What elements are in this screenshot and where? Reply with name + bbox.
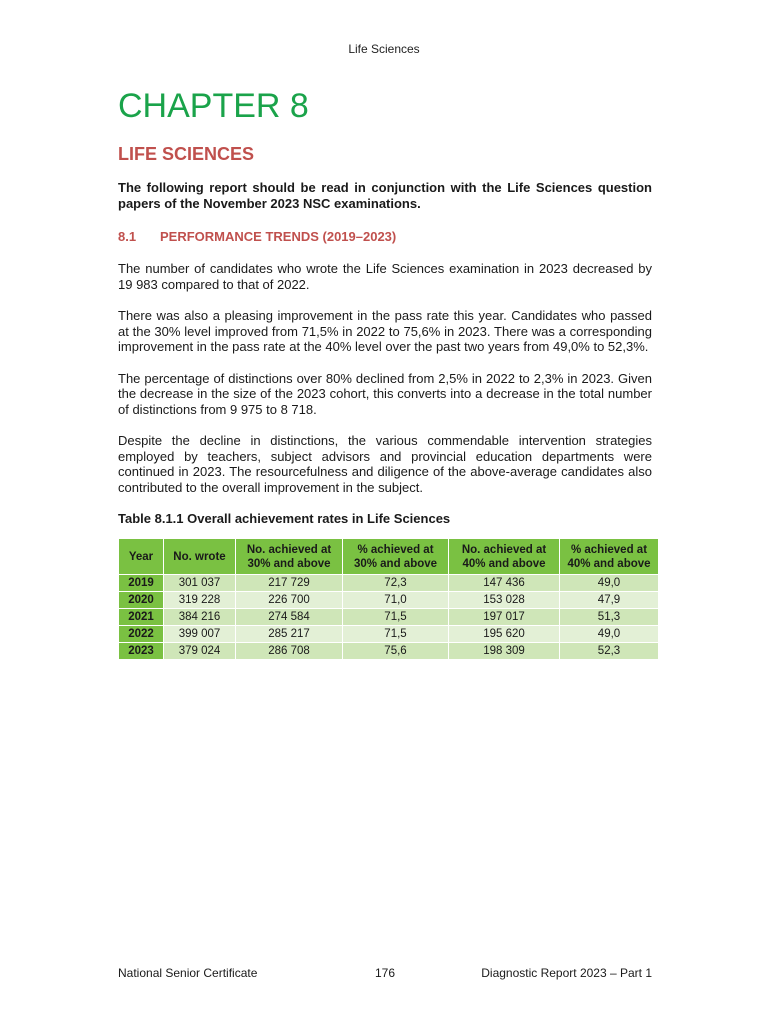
cell-year: 2019 xyxy=(119,575,164,592)
cell-no-achieved-30: 226 700 xyxy=(236,592,343,609)
cell-no-wrote: 379 024 xyxy=(164,643,236,660)
cell-pct-achieved-40: 49,0 xyxy=(560,626,659,643)
cell-no-achieved-40: 147 436 xyxy=(449,575,560,592)
table-row xyxy=(119,592,659,609)
table-caption: Table 8.1.1 Overall achievement rates in Life Sciences xyxy=(118,511,451,526)
cell-pct-achieved-30: 71,5 xyxy=(343,609,449,626)
section-number: 8.1 xyxy=(118,229,137,244)
table-row xyxy=(119,626,659,643)
cell-no-achieved-30: 285 217 xyxy=(236,626,343,643)
cell-year: 2020 xyxy=(119,592,164,609)
page-footer xyxy=(118,966,652,982)
cell-no-achieved-40: 153 028 xyxy=(449,592,560,609)
cell-pct-achieved-30: 72,3 xyxy=(343,575,449,592)
cell-no-achieved-30: 286 708 xyxy=(236,643,343,660)
cell-no-wrote: 384 216 xyxy=(164,609,236,626)
column-header-pct-achieved-40: % achieved at 40% and above xyxy=(560,539,659,575)
cell-no-achieved-30: 217 729 xyxy=(236,575,343,592)
cell-no-wrote: 319 228 xyxy=(164,592,236,609)
table-header-row xyxy=(119,539,659,575)
paragraph-pass-rate: There was also a pleasing improvement in the pass rate this year. Candidates who passed at the 30% level improved from 71,5% in 2022 to 75,6% in 2023. There was a corresponding improvement in the pass rate at the 40% level over the past two years from 49,0% to 52,3%. xyxy=(118,308,652,354)
cell-no-achieved-40: 195 620 xyxy=(449,626,560,643)
subject-title: LIFE SCIENCES xyxy=(118,144,255,164)
intro-note: The following report should be read in conjunction with the Life Sciences question papers of the November 2023 NSC examinations. xyxy=(118,180,652,211)
page-content xyxy=(118,84,652,660)
chapter-title: CHAPTER 8 xyxy=(118,87,309,125)
cell-year: 2023 xyxy=(119,643,164,660)
column-header-pct-achieved-30: % achieved at 30% and above xyxy=(343,539,449,575)
cell-pct-achieved-40: 47,9 xyxy=(560,592,659,609)
cell-pct-achieved-30: 71,5 xyxy=(343,626,449,643)
paragraph-distinctions: The percentage of distinctions over 80% declined from 2,5% in 2022 to 2,3% in 2023. Given the decrease in the size of the 2023 cohort, this converts into a decrease in the total number of distinctions from 9 975 to 8 718. xyxy=(118,370,652,417)
footer-left: National Senior Certificate xyxy=(118,966,258,980)
cell-no-wrote: 399 007 xyxy=(164,626,236,643)
cell-year: 2021 xyxy=(119,609,164,626)
table-row xyxy=(119,609,659,626)
cell-pct-achieved-40: 49,0 xyxy=(560,575,659,592)
column-header-year: Year xyxy=(119,539,164,575)
page-number: 176 xyxy=(374,966,396,980)
running-header: Life Sciences xyxy=(348,42,420,56)
cell-year: 2022 xyxy=(119,626,164,643)
column-header-no-achieved-40: No. achieved at 40% and above xyxy=(449,539,560,575)
achievement-table xyxy=(118,538,659,660)
footer-right: Diagnostic Report 2023 – Part 1 xyxy=(481,966,652,980)
cell-no-wrote: 301 037 xyxy=(164,575,236,592)
cell-no-achieved-40: 197 017 xyxy=(449,609,560,626)
section-heading xyxy=(118,229,652,245)
cell-pct-achieved-30: 71,0 xyxy=(343,592,449,609)
column-header-no-wrote: No. wrote xyxy=(164,539,236,575)
cell-pct-achieved-40: 51,3 xyxy=(560,609,659,626)
cell-no-achieved-40: 198 309 xyxy=(449,643,560,660)
cell-pct-achieved-30: 75,6 xyxy=(343,643,449,660)
column-header-no-achieved-30: No. achieved at 30% and above xyxy=(236,539,343,575)
table-row xyxy=(119,575,659,592)
paragraph-candidates: The number of candidates who wrote the Life Sciences examination in 2023 decreased by 19 983 compared to that of 2022. xyxy=(118,261,652,292)
paragraph-interventions: Despite the decline in distinctions, the various commendable intervention strategies employed by teachers, subject advisors and provincial education departments were continued in 2023. The resourcefulness and diligence of the above-average candidates also contributed to the overall improvement in the subject. xyxy=(118,433,652,495)
cell-no-achieved-30: 274 584 xyxy=(236,609,343,626)
cell-pct-achieved-40: 52,3 xyxy=(560,643,659,660)
section-title: PERFORMANCE TRENDS (2019–2023) xyxy=(160,229,397,244)
table-row xyxy=(119,643,659,660)
